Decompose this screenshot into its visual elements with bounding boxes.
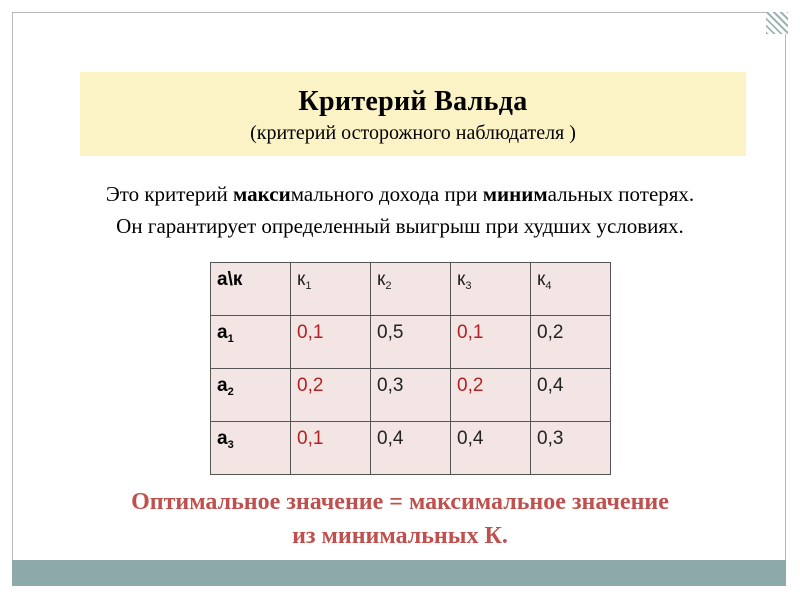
payoff-matrix — [210, 262, 611, 475]
matrix-column-header: $к_3$ — [451, 263, 531, 316]
slide-title: Критерий Вальда — [298, 86, 528, 117]
matrix-column-header: $к_4$ — [531, 263, 611, 316]
intro-line-2: Он гарантирует определенный выигрыш при худших условиях. — [116, 214, 684, 238]
matrix-cell: 0,5 — [371, 316, 451, 369]
matrix-row-header: $а_1$ — [211, 316, 291, 369]
matrix-column-header: $к_1$ — [291, 263, 371, 316]
matrix-column-header: $к_2$ — [371, 263, 451, 316]
footer-bar — [12, 560, 786, 586]
intro-text-part: мального дохода при — [290, 182, 483, 206]
corner-decoration — [766, 12, 788, 34]
intro-text — [20, 178, 780, 242]
matrix-row — [211, 316, 611, 369]
matrix-cell: 0,4 — [531, 369, 611, 422]
conclusion-text — [20, 485, 780, 553]
matrix-corner-label: а\к — [211, 263, 291, 316]
matrix-row — [211, 369, 611, 422]
intro-line-1 — [20, 178, 780, 210]
slide-subtitle: (критерий осторожного наблюдателя ) — [250, 122, 576, 144]
matrix-header-row — [211, 263, 611, 316]
matrix-cell: 0,2 — [291, 369, 371, 422]
matrix-cell: 0,1 — [291, 422, 371, 475]
matrix-cell: 0,2 — [451, 369, 531, 422]
matrix-cell: 0,4 — [451, 422, 531, 475]
conclusion-line-2: из минимальных К. — [292, 523, 508, 549]
matrix-row — [211, 422, 611, 475]
conclusion-line-1: Оптимальное значение = максимальное значение — [131, 489, 669, 515]
matrix-cell: 0,1 — [291, 316, 371, 369]
title-box — [80, 72, 746, 156]
intro-emphasis-min: миним — [482, 182, 548, 206]
matrix-row-header: $а_3$ — [211, 422, 291, 475]
matrix-cell: 0,3 — [531, 422, 611, 475]
matrix-cell: 0,4 — [371, 422, 451, 475]
matrix-cell: 0,2 — [531, 316, 611, 369]
matrix-row-header: $а_2$ — [211, 369, 291, 422]
intro-emphasis-max: макси — [233, 182, 291, 206]
matrix-cell: 0,3 — [371, 369, 451, 422]
intro-text-part: альных потерях. — [547, 182, 695, 206]
matrix-cell: 0,1 — [451, 316, 531, 369]
intro-text-part: Это критерий — [105, 182, 234, 206]
